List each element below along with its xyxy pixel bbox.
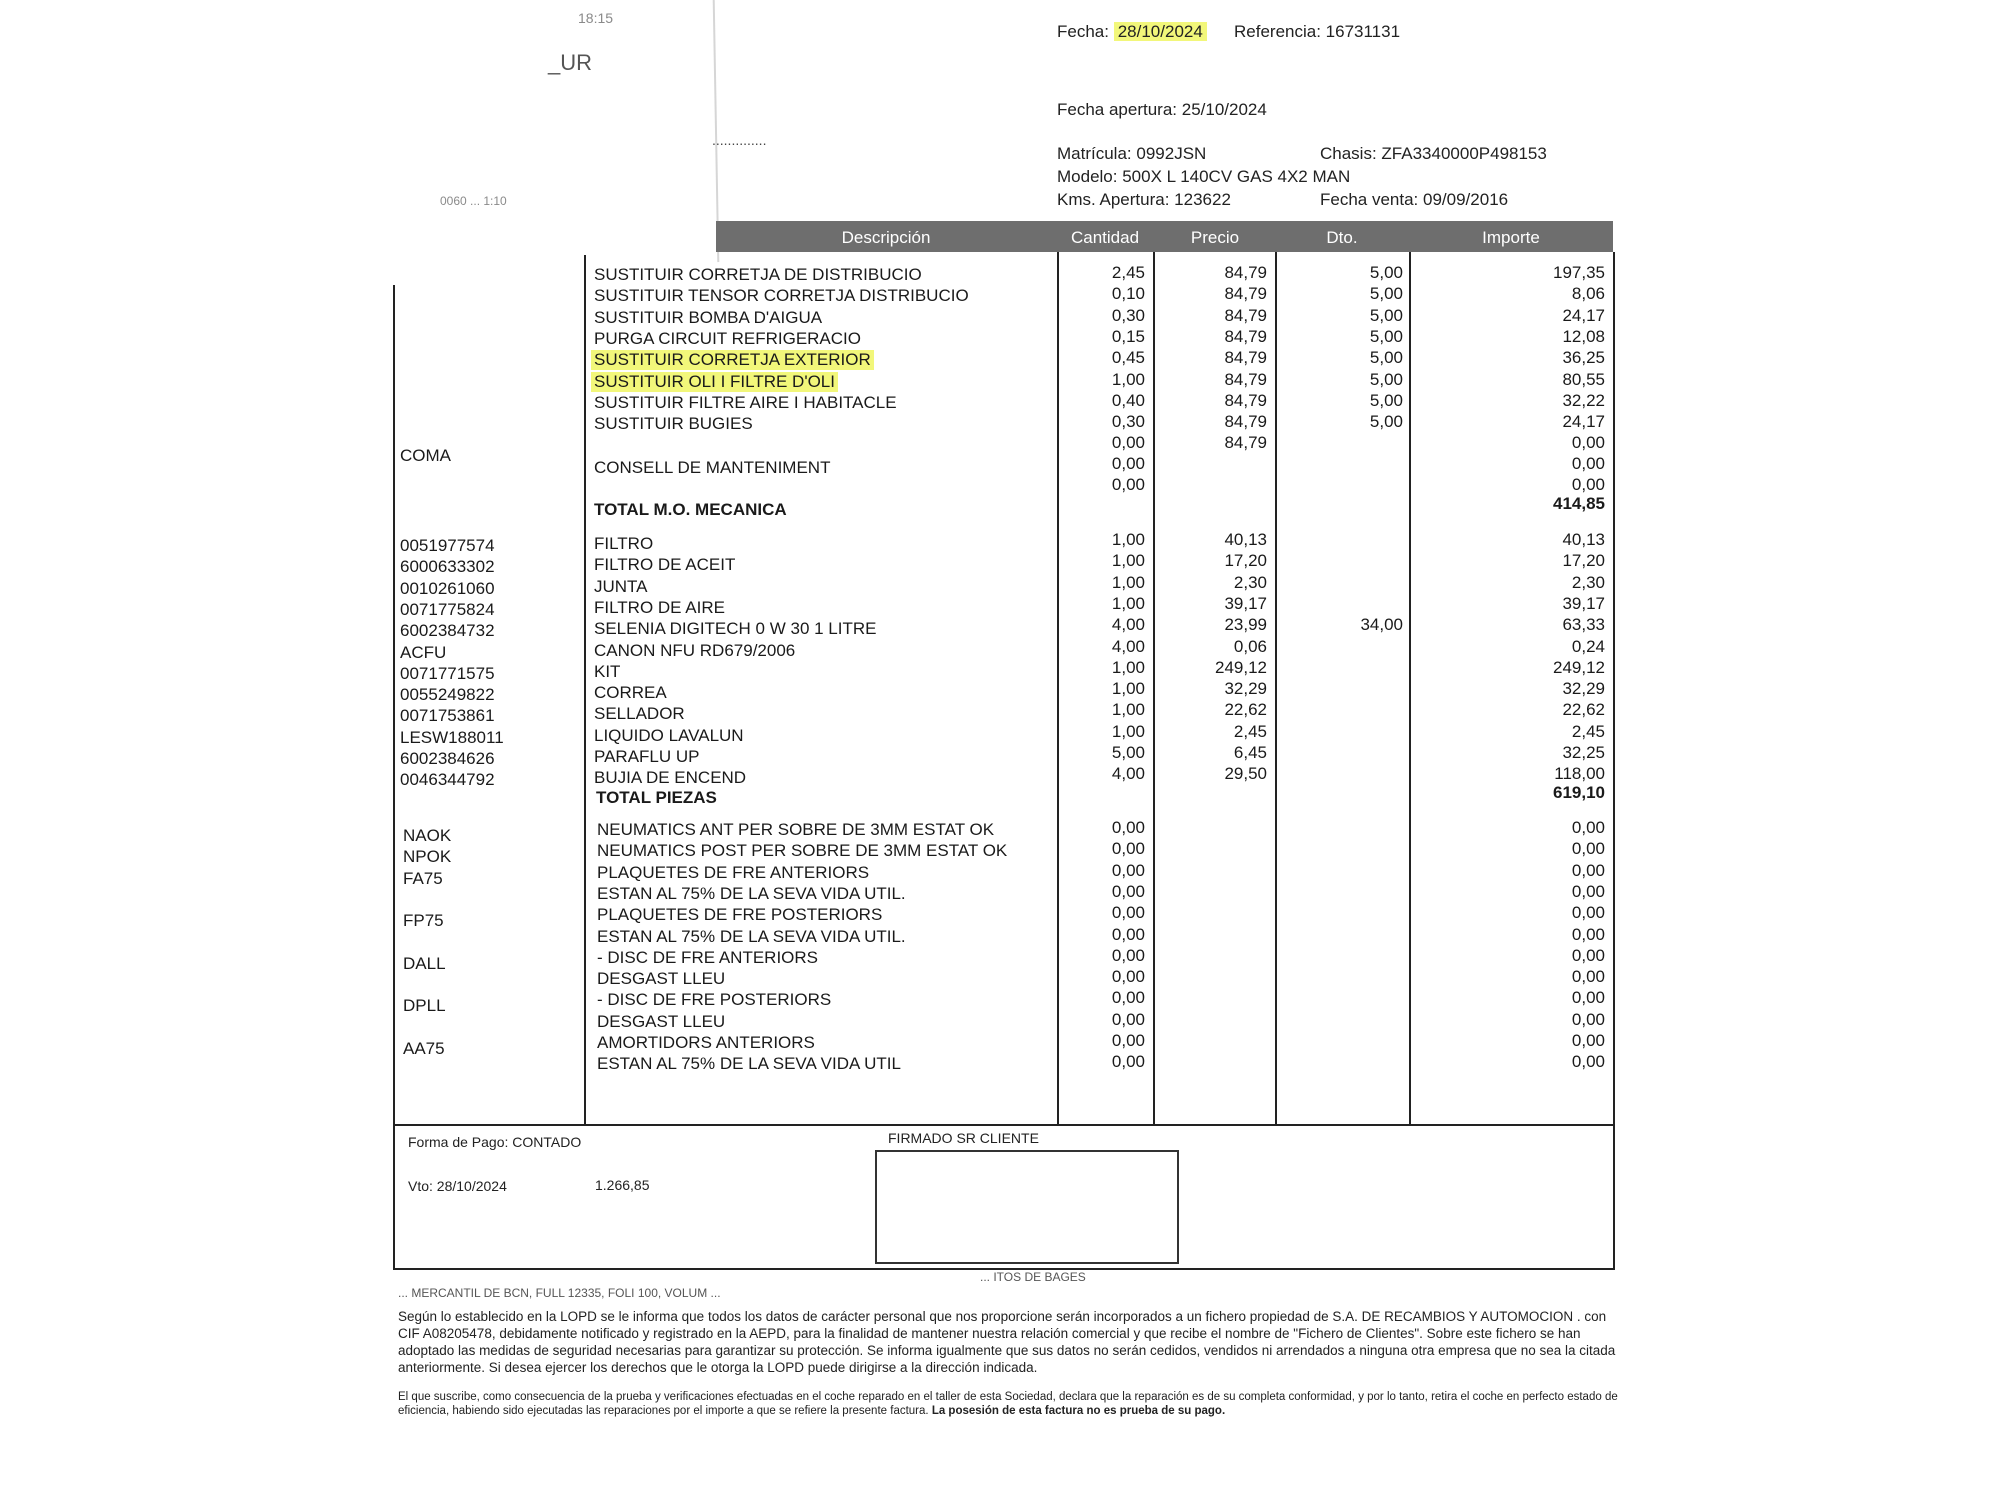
- col-descripcion: Descripción: [841, 228, 931, 247]
- overlay-receipt-scrap: [378, 0, 720, 268]
- check-description: - DISC DE FRE POSTERIORS: [597, 990, 832, 1010]
- part-amount: 0,24: [1571, 636, 1605, 656]
- part-price: 22,62: [1224, 700, 1267, 720]
- part-price: 17,20: [1224, 551, 1267, 571]
- check-amount: 0,00: [1571, 945, 1605, 965]
- row-quantity: 0,00: [1111, 475, 1145, 494]
- referencia-label: Referencia:: [1234, 22, 1321, 41]
- row-price: 84,79: [1224, 263, 1267, 282]
- row-quantity: 0,15: [1111, 327, 1145, 346]
- total-factura: 1.266,85: [595, 1177, 650, 1193]
- check-amount: 0,00: [1571, 988, 1605, 1008]
- part-description: FILTRO DE AIRE: [594, 597, 725, 617]
- modelo-label: Modelo:: [1057, 167, 1118, 186]
- check-description: DESGAST LLEU: [597, 1011, 726, 1031]
- referencia: [1234, 22, 1400, 42]
- row-discount: 5,00: [1369, 306, 1403, 325]
- row-discount: 5,00: [1369, 263, 1403, 282]
- part-code: 0055249822: [400, 685, 495, 705]
- apertura-value: 25/10/2024: [1181, 100, 1267, 119]
- row-discount: 5,00: [1369, 391, 1403, 410]
- row-quantity: 1,00: [1111, 370, 1145, 389]
- part-amount: 40,13: [1562, 530, 1605, 549]
- part-code: 0071775824: [400, 599, 495, 619]
- row-price: 84,79: [1224, 412, 1267, 431]
- row-amount: 0,00: [1571, 454, 1605, 473]
- part-description: SELLADOR: [594, 704, 685, 724]
- part-quantity: 5,00: [1111, 743, 1145, 762]
- check-quantity: 0,00: [1111, 1009, 1145, 1029]
- part-discount: 34,00: [1360, 615, 1403, 635]
- part-description: LIQUIDO LAVALUN: [594, 725, 744, 745]
- part-amount: 32,29: [1562, 679, 1605, 699]
- part-quantity: 1,00: [1111, 679, 1145, 699]
- part-code: ACFU: [400, 642, 447, 662]
- part-amount: 22,62: [1562, 700, 1605, 720]
- row-description: PURGA CIRCUIT REFRIGERACIO: [594, 329, 861, 348]
- check-quantity: 0,00: [1111, 839, 1145, 859]
- check-description: ESTAN AL 75% DE LA SEVA VIDA UTIL.: [597, 926, 906, 946]
- check-code: NAOK: [403, 826, 452, 845]
- check-amount: 0,00: [1571, 1052, 1605, 1072]
- check-amount: 0,00: [1571, 839, 1605, 859]
- check-description: NEUMATICS POST PER SOBRE DE 3MM ESTAT OK: [597, 841, 1008, 861]
- check-amount: 0,00: [1571, 903, 1605, 923]
- row-discount: 5,00: [1369, 412, 1403, 431]
- row-discount: 5,00: [1369, 370, 1403, 389]
- col-cantidad: Cantidad: [1070, 228, 1140, 247]
- check-amount: 0,00: [1571, 881, 1605, 901]
- part-amount: 39,17: [1562, 593, 1605, 613]
- row-description: SUSTITUIR BUGIES: [594, 414, 753, 433]
- part-price: 29,50: [1224, 764, 1267, 784]
- row-code: COMA: [400, 446, 451, 465]
- row-price: 84,79: [1224, 284, 1267, 303]
- row-price: 84,79: [1224, 433, 1267, 452]
- chasis: [1320, 144, 1547, 164]
- matricula-value: 0992JSN: [1136, 144, 1207, 163]
- row-price: 84,79: [1224, 391, 1267, 410]
- part-amount: 249,12: [1553, 657, 1605, 677]
- check-code: FA75: [403, 868, 443, 888]
- conformidad-body: El que suscribe, como consecuencia de la prueba y verificaciones efectuadas en el coche reparado en el taller de esta Sociedad, declara que la reparación es de su completa conformidad, y por lo tanto, retira el coche en perfecto estado de eficiencia, habiendo sido ejecutadas las reparaciones por el importe a que se refiere la presente factura.: [398, 1391, 1618, 1417]
- part-price: 6,45: [1233, 743, 1267, 762]
- scrap-name: _UR: [548, 50, 593, 75]
- scrap-dots: ..............: [712, 132, 767, 148]
- row-discount: 5,00: [1369, 284, 1403, 303]
- check-description: NEUMATICS ANT PER SOBRE DE 3MM ESTAT OK: [597, 820, 995, 839]
- apertura-label: Fecha apertura:: [1057, 100, 1178, 119]
- part-description: KIT: [594, 661, 621, 681]
- part-price: 2,30: [1233, 572, 1267, 592]
- chasis-label: Chasis:: [1320, 144, 1377, 163]
- row-quantity: 0,30: [1111, 306, 1145, 325]
- table-left-border: [393, 285, 395, 1270]
- row-amount: 36,25: [1562, 348, 1605, 367]
- total-piezas-label: TOTAL PIEZAS: [596, 788, 717, 807]
- col-importe: Importe: [1482, 228, 1540, 247]
- row-discount: 5,00: [1369, 348, 1403, 367]
- row-price: 84,79: [1224, 306, 1267, 325]
- check-quantity: 0,00: [1111, 924, 1145, 944]
- part-code: 0051977574: [400, 536, 495, 555]
- check-code: AA75: [403, 1039, 445, 1058]
- referencia-value: 16731131: [1325, 22, 1401, 41]
- scrap-code: 0060 ... 1:10: [440, 194, 507, 208]
- total-mo-value: 414,85: [1553, 494, 1605, 513]
- check-amount: 0,00: [1571, 818, 1605, 837]
- part-description: JUNTA: [594, 576, 648, 596]
- signature-box: [875, 1150, 1179, 1264]
- part-description: BUJIA DE ENCEND: [594, 768, 747, 788]
- col-sep-code: [584, 255, 586, 1125]
- conformidad-text: [398, 1390, 1618, 1418]
- part-description: PARAFLU UP: [594, 747, 700, 766]
- row-amount: 24,17: [1562, 306, 1605, 325]
- row-quantity: 0,30: [1111, 412, 1145, 431]
- part-quantity: 1,00: [1111, 530, 1145, 549]
- row-amount: 197,35: [1553, 263, 1605, 282]
- row-quantity: 0,40: [1111, 391, 1145, 410]
- col-dto: Dto.: [1326, 228, 1358, 247]
- part-quantity: 1,00: [1111, 721, 1145, 741]
- check-description: - DISC DE FRE ANTERIORS: [597, 947, 819, 967]
- fecha-venta: [1320, 190, 1508, 210]
- check-quantity: 0,00: [1111, 1031, 1145, 1050]
- chasis-value: ZFA3340000P498153: [1381, 144, 1547, 163]
- row-quantity: 2,45: [1111, 263, 1145, 282]
- part-code: 0010261060: [400, 578, 495, 598]
- part-code: 6002384626: [400, 749, 495, 768]
- lopd-text: Según lo establecido en la LOPD se le informa que todos los datos de carácter personal que nos proporcione serán incorporados a un fichero propiedad de S.A. DE RECAMBIOS Y AUTOMOCION . con CIF A08205478, debidamente notificado y registrado en la AEPD, para la finalidad de mantener nuestra relación comercial y que recibe el nombre de "Fichero de Clientes". Sobre este fichero se han adoptado las medidas de seguridad necesarias para garantizar su protección. Se informa igualmente que sus datos no serán cedidos, vendidos ni arrendados a ninguna otra empresa que no sea la citada anteriormente. Si desea ejercer los derechos que le otorga la LOPD puede dirigirse a la dirección indicada.: [398, 1309, 1616, 1375]
- part-quantity: 4,00: [1111, 615, 1145, 635]
- part-quantity: 1,00: [1111, 593, 1145, 613]
- part-amount: 32,25: [1562, 743, 1605, 762]
- part-amount: 2,45: [1571, 721, 1605, 741]
- row-amount: 0,00: [1571, 433, 1605, 452]
- fecha: [1057, 22, 1207, 42]
- part-code: 6000633302: [400, 557, 495, 577]
- check-code: DPLL: [403, 996, 446, 1016]
- check-quantity: 0,00: [1111, 967, 1145, 987]
- bages-text: ... ITOS DE BAGES: [980, 1270, 1086, 1284]
- check-description: ESTAN AL 75% DE LA SEVA VIDA UTIL.: [597, 883, 906, 903]
- row-amount: 32,22: [1562, 391, 1605, 410]
- part-price: 39,17: [1224, 593, 1267, 613]
- row-price: 84,79: [1224, 327, 1267, 346]
- vencimiento: Vto: 28/10/2024: [408, 1178, 507, 1194]
- check-amount: 0,00: [1571, 1009, 1605, 1029]
- fecha-value: 28/10/2024: [1114, 22, 1207, 41]
- check-quantity: 0,00: [1111, 988, 1145, 1008]
- modelo: [1057, 167, 1350, 187]
- matricula: [1057, 144, 1206, 164]
- check-description: AMORTIDORS ANTERIORS: [597, 1033, 815, 1052]
- scrap-time: 18:15: [578, 10, 614, 26]
- check-quantity: 0,00: [1111, 860, 1145, 880]
- row-description: SUSTITUIR CORRETJA EXTERIOR: [591, 350, 874, 370]
- check-amount: 0,00: [1571, 967, 1605, 987]
- part-description: CORREA: [594, 683, 667, 703]
- row-price: 84,79: [1224, 370, 1267, 389]
- part-quantity: 1,00: [1111, 700, 1145, 720]
- venta-label: Fecha venta:: [1320, 190, 1419, 209]
- forma-pago: Forma de Pago: CONTADO: [408, 1134, 582, 1150]
- row-description: CONSELL DE MANTENIMENT: [594, 458, 831, 477]
- check-amount: 0,00: [1571, 860, 1605, 880]
- part-description: FILTRO DE ACEIT: [594, 555, 736, 575]
- part-quantity: 4,00: [1111, 764, 1145, 784]
- check-description: PLAQUETES DE FRE POSTERIORS: [597, 905, 883, 925]
- check-quantity: 0,00: [1111, 903, 1145, 923]
- part-price: 40,13: [1224, 530, 1267, 549]
- part-amount: 17,20: [1562, 551, 1605, 571]
- check-code: FP75: [403, 911, 444, 931]
- venta-value: 09/09/2016: [1423, 190, 1509, 209]
- part-description: FILTRO: [594, 534, 654, 553]
- row-discount: 5,00: [1369, 327, 1403, 346]
- row-quantity: 0,00: [1111, 433, 1145, 452]
- firma-label: FIRMADO SR CLIENTE: [888, 1130, 1039, 1146]
- check-quantity: 0,00: [1111, 945, 1145, 965]
- no-prueba-text: La posesión de esta factura no es prueba de su pago.: [931, 1405, 1226, 1417]
- part-description: SELENIA DIGITECH 0 W 30 1 LITRE: [594, 619, 877, 639]
- part-price: 23,99: [1224, 615, 1267, 635]
- kms-value: 123622: [1174, 190, 1231, 209]
- row-amount: 8,06: [1571, 284, 1605, 303]
- row-amount: 80,55: [1562, 370, 1605, 389]
- check-quantity: 0,00: [1111, 881, 1145, 901]
- row-amount: 12,08: [1562, 327, 1605, 346]
- part-price: 32,29: [1224, 679, 1267, 699]
- check-description: ESTAN AL 75% DE LA SEVA VIDA UTIL: [597, 1054, 901, 1074]
- part-amount: 2,30: [1571, 572, 1605, 592]
- part-code: 0071753861: [400, 706, 495, 726]
- row-amount: 0,00: [1571, 475, 1605, 494]
- row-quantity: 0,45: [1111, 348, 1145, 367]
- fecha-label: Fecha:: [1057, 22, 1109, 41]
- row-quantity: 0,10: [1111, 284, 1145, 303]
- check-code: DALL: [403, 953, 446, 973]
- part-price: 249,12: [1215, 657, 1267, 677]
- matricula-label: Matrícula:: [1057, 144, 1132, 163]
- row-description: SUSTITUIR CORRETJA DE DISTRIBUCIO: [594, 265, 922, 284]
- part-description: CANON NFU RD679/2006: [594, 640, 796, 660]
- row-price: 84,79: [1224, 348, 1267, 367]
- fecha-apertura: [1057, 100, 1267, 120]
- row-description: SUSTITUIR TENSOR CORRETJA DISTRIBUCIO: [594, 286, 969, 305]
- part-quantity: 4,00: [1111, 636, 1145, 656]
- part-quantity: 1,00: [1111, 551, 1145, 571]
- part-code: LESW188011: [400, 727, 504, 747]
- col-precio: Precio: [1190, 228, 1240, 247]
- part-code: 0071771575: [400, 663, 495, 683]
- table-bottom-line: [393, 1124, 1615, 1126]
- check-amount: 0,00: [1571, 1031, 1605, 1050]
- part-price: 2,45: [1233, 721, 1267, 741]
- part-code: 0046344792: [400, 770, 495, 790]
- row-quantity: 0,00: [1111, 454, 1145, 473]
- check-amount: 0,00: [1571, 924, 1605, 944]
- kms: [1057, 190, 1231, 210]
- row-description: SUSTITUIR FILTRE AIRE I HABITACLE: [594, 393, 897, 412]
- check-description: DESGAST LLEU: [597, 969, 726, 989]
- modelo-value: 500X L 140CV GAS 4X2 MAN: [1122, 167, 1351, 186]
- check-description: PLAQUETES DE FRE ANTERIORS: [597, 862, 870, 882]
- check-code: NPOK: [403, 847, 452, 867]
- row-description: SUSTITUIR OLI I FILTRE D'OLI: [591, 372, 838, 392]
- part-amount: 118,00: [1554, 764, 1605, 784]
- check-quantity: 0,00: [1111, 1052, 1145, 1072]
- part-quantity: 1,00: [1111, 657, 1145, 677]
- table-right-border: [1613, 252, 1615, 1270]
- total-piezas-value: 619,10: [1553, 783, 1605, 802]
- part-price: 0,06: [1233, 636, 1267, 656]
- part-code: 6002384732: [400, 621, 495, 641]
- kms-label: Kms. Apertura:: [1057, 190, 1170, 209]
- registro-mercantil: ... MERCANTIL DE BCN, FULL 12335, FOLI 100, VOLUM ...: [398, 1286, 721, 1300]
- row-description: SUSTITUIR BOMBA D'AIGUA: [594, 308, 823, 327]
- total-mo-label: TOTAL M.O. MECANICA: [594, 500, 787, 519]
- part-quantity: 1,00: [1111, 572, 1145, 592]
- row-amount: 24,17: [1562, 412, 1605, 431]
- check-quantity: 0,00: [1111, 818, 1145, 837]
- part-amount: 63,33: [1562, 615, 1605, 635]
